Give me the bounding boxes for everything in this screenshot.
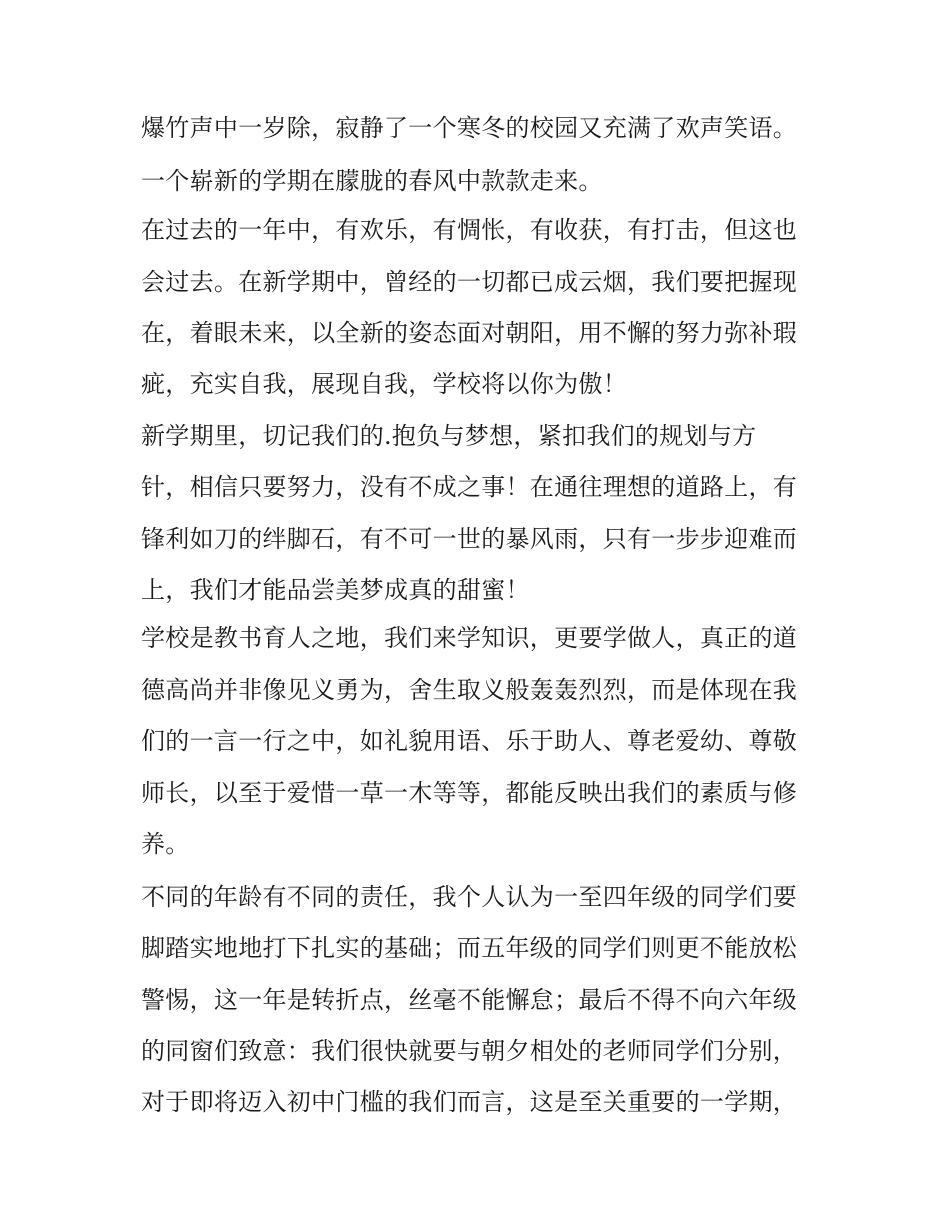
text-line: 对于即将迈入初中门槛的我们而言，这是至关重要的一学期，: [141, 1088, 798, 1116]
text-line: 会过去。在新学期中，曾经的一切都已成云烟，我们要把握现: [141, 268, 798, 296]
text-line: 在过去的一年中，有欢乐，有惆怅，有收获，有打击，但这也: [141, 216, 798, 244]
text-line: 新学期里，切记我们的.抱负与梦想，紧扣我们的规划与方: [141, 422, 757, 450]
text-line: 警惕，这一年是转折点，丝毫不能懈怠；最后不得不向六年级: [141, 986, 798, 1014]
text-line: 针，相信只要努力，没有不成之事！在通往理想的道路上，有: [141, 473, 798, 501]
text-line: 一个崭新的学期在朦胧的春风中款款走来。: [141, 167, 603, 195]
text-line: 学校是教书育人之地，我们来学知识，更要学做人，真正的道: [141, 624, 798, 652]
text-line: 脚踏实地地打下扎实的基础；而五年级的同学们则更不能放松: [141, 934, 798, 962]
text-line: 们的一言一行之中，如礼貌用语、乐于助人、尊老爱幼、尊敬: [141, 727, 798, 755]
text-line: 疵，充实自我，展现自我，学校将以你为傲！: [141, 370, 627, 398]
text-line: 养。: [141, 830, 190, 858]
text-line: 的同窗们致意：我们很快就要与朝夕相处的老师同学们分别，: [141, 1037, 798, 1065]
text-line: 锋利如刀的绊脚石，有不可一世的暴风雨，只有一步步迎难而: [141, 525, 798, 553]
text-line: 在，着眼未来，以全新的姿态面对朝阳，用不懈的努力弥补瑕: [141, 319, 798, 347]
text-line: 师长，以至于爱惜一草一木等等，都能反映出我们的素质与修: [141, 779, 798, 807]
text-line: 上，我们才能品尝美梦成真的甜蜜！: [141, 576, 530, 604]
text-line: 德高尚并非像见义勇为，舍生取义般轰轰烈烈，而是体现在我: [141, 676, 798, 704]
text-line: 爆竹声中一岁除，寂静了一个寒冬的校园又充满了欢声笑语。: [141, 114, 798, 142]
text-line: 不同的年龄有不同的责任，我个人认为一至四年级的同学们要: [141, 883, 798, 911]
